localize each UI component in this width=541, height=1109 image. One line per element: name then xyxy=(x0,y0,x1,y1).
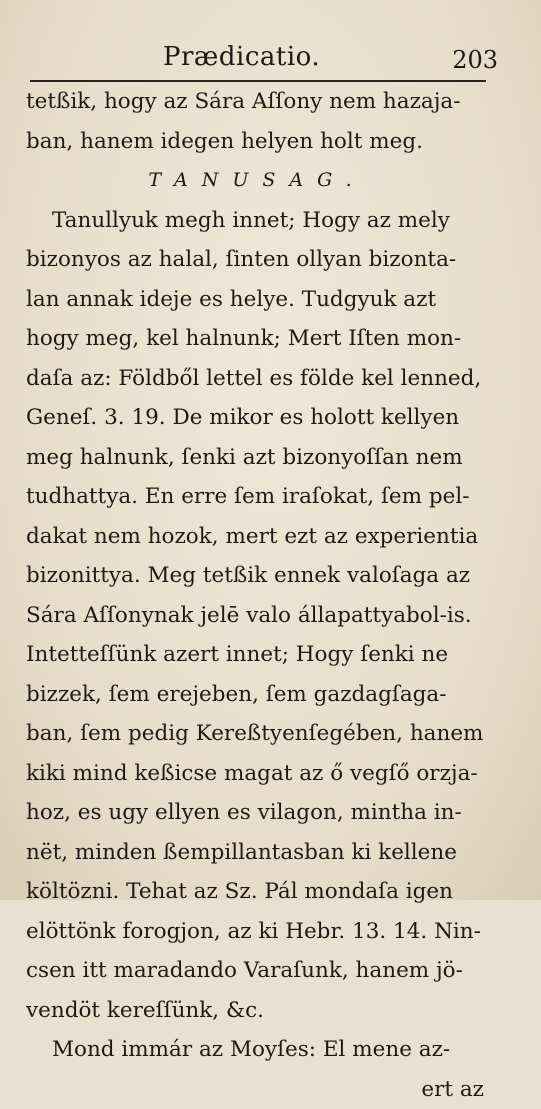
text-line: dakat nem hozok, mert ezt az experientia xyxy=(26,517,488,557)
page-number: 203 xyxy=(452,46,498,74)
text-line: nët, minden ßempillantasban ki kellene xyxy=(26,833,488,873)
text-line: elöttönk forogjon, az ki Hebr. 13. 14. Nin- xyxy=(26,912,488,952)
text-line: Intetteſſünk azert innet; Hogy ſenki ne xyxy=(26,635,488,675)
text-line: tetßik, hogy az Sára Aſſony nem hazaja- xyxy=(26,82,488,122)
text-line: bizzek, ſem erejeben, ſem gazdagſaga- xyxy=(26,675,488,715)
text-line: ban, ſem pedig Kereßtyenſegében, hanem xyxy=(26,714,488,754)
text-line: csen itt maradando Varaſunk, hanem jö- xyxy=(26,951,488,991)
text-line: hogy meg, kel halnunk; Mert Iſten mon- xyxy=(26,319,488,359)
section-heading: TANUSAG. xyxy=(26,161,488,201)
text-line: ban, hanem idegen helyen holt meg. xyxy=(26,122,488,162)
running-head: Prædicatio. xyxy=(163,42,320,72)
text-line: meg halnunk, ſenki azt bizonyoſſan nem xyxy=(26,438,488,478)
text-line: hoz, es ugy ellyen es vilagon, mintha in- xyxy=(26,793,488,833)
text-line: bizonyos az halal, ſinten ollyan bizonta- xyxy=(26,240,488,280)
text-line: vendöt kereſſünk, &c. xyxy=(26,991,488,1031)
text-line: Sára Aſſonynak jelē valo állapattyabol-is. xyxy=(26,596,488,636)
text-line: lan annak ideje es helye. Tudgyuk azt xyxy=(26,280,488,320)
body-text xyxy=(26,82,488,1109)
text-line: költözni. Tehat az Sz. Pál mondaſa igen xyxy=(26,872,488,912)
text-line: Mond immár az Moyſes: El mene az- xyxy=(26,1030,488,1070)
text-line: daſa az: Földből lettel es földe kel lenned, xyxy=(26,359,488,399)
catchword: ert az xyxy=(26,1070,488,1109)
text-line: tudhattya. En erre ſem iraſokat, ſem pel- xyxy=(26,477,488,517)
text-line: Geneſ. 3. 19. De mikor es holott kellyen xyxy=(26,398,488,438)
text-line: kiki mind keßicse magat az ő vegſő orzja- xyxy=(26,754,488,794)
page-header xyxy=(28,38,498,78)
text-line: bizonittya. Meg tetßik ennek valoſaga az xyxy=(26,556,488,596)
text-line: Tanullyuk megh innet; Hogy az mely xyxy=(26,201,488,241)
